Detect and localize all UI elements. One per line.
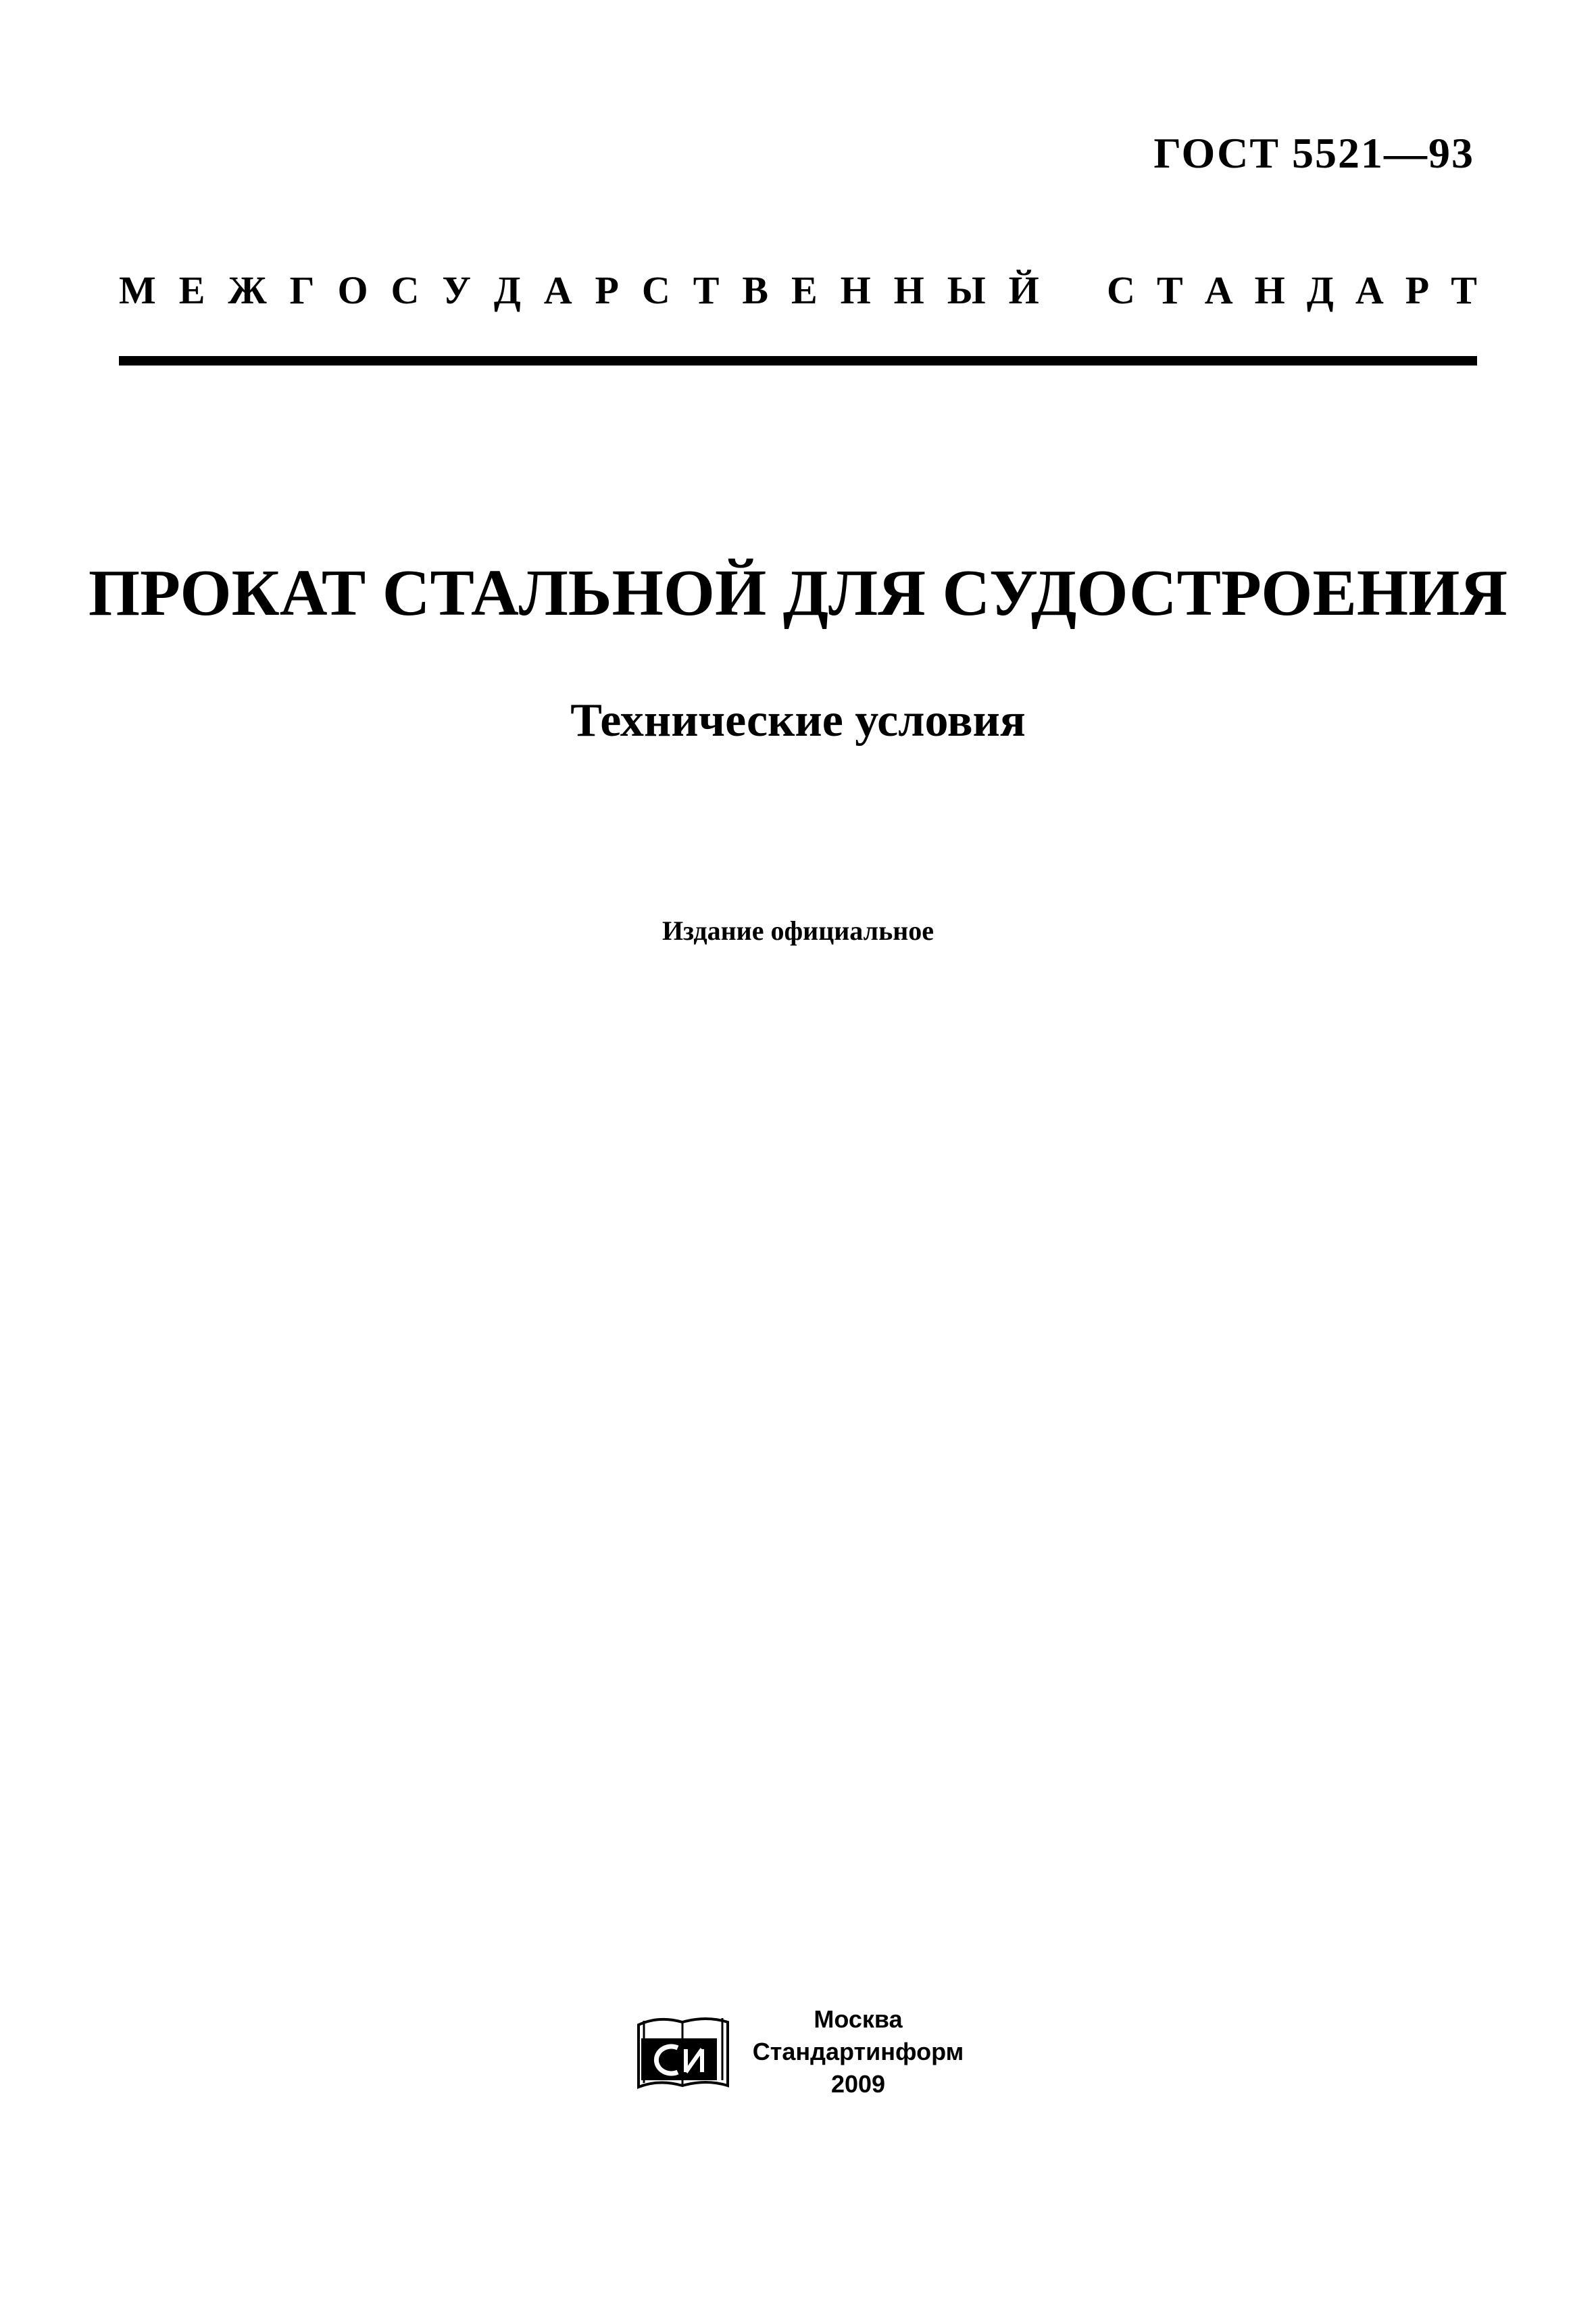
interstate-word — [119, 267, 1039, 314]
heading-letter: Р — [595, 268, 619, 312]
heading-letter: Е — [178, 268, 205, 312]
heading-letter: Й — [1008, 268, 1039, 312]
interstate-standard-heading — [119, 267, 1477, 314]
heading-letter: Т — [1451, 268, 1477, 312]
heading-letter: Н — [893, 268, 924, 312]
heading-letter: А — [1355, 268, 1384, 312]
publisher-city: Москва — [814, 2005, 903, 2033]
heading-letter: Н — [1254, 268, 1285, 312]
heading-letter: Г — [289, 268, 315, 312]
document-title: ПРОКАТ СТАЛЬНОЙ ДЛЯ СУДОСТРОЕНИЯ — [88, 557, 1508, 630]
publisher-name: Стандартинформ — [752, 2038, 964, 2065]
heading-letter: Ж — [228, 268, 267, 312]
heading-letter: Д — [1306, 268, 1334, 312]
heading-letter: А — [543, 268, 572, 312]
heading-letter: У — [442, 268, 471, 312]
heading-letter: Т — [1156, 268, 1183, 312]
heading-letter: В — [742, 268, 769, 312]
heading-letter: С — [391, 268, 420, 312]
heading-letter: М — [119, 268, 156, 312]
standard-word — [1107, 267, 1477, 314]
heading-letter: С — [1107, 268, 1135, 312]
heading-letter: Д — [493, 268, 521, 312]
heading-letter: С — [641, 268, 670, 312]
heading-letter: Н — [840, 268, 871, 312]
heading-letter: Р — [1405, 268, 1430, 312]
heading-letter: Т — [693, 268, 720, 312]
publication-year: 2009 — [830, 2070, 886, 2098]
publisher-block — [747, 2003, 970, 2101]
heading-letter: О — [337, 268, 368, 312]
heading-divider — [119, 356, 1477, 366]
heading-letter: А — [1204, 268, 1233, 312]
heading-letter: Е — [791, 268, 818, 312]
heading-letter: Ы — [947, 268, 986, 312]
edition-note: Издание официальное — [662, 915, 934, 946]
document-subtitle: Технические условия — [570, 695, 1026, 747]
standartinform-logo-icon — [632, 2010, 733, 2094]
gost-number: ГОСТ 5521—93 — [1153, 129, 1474, 177]
